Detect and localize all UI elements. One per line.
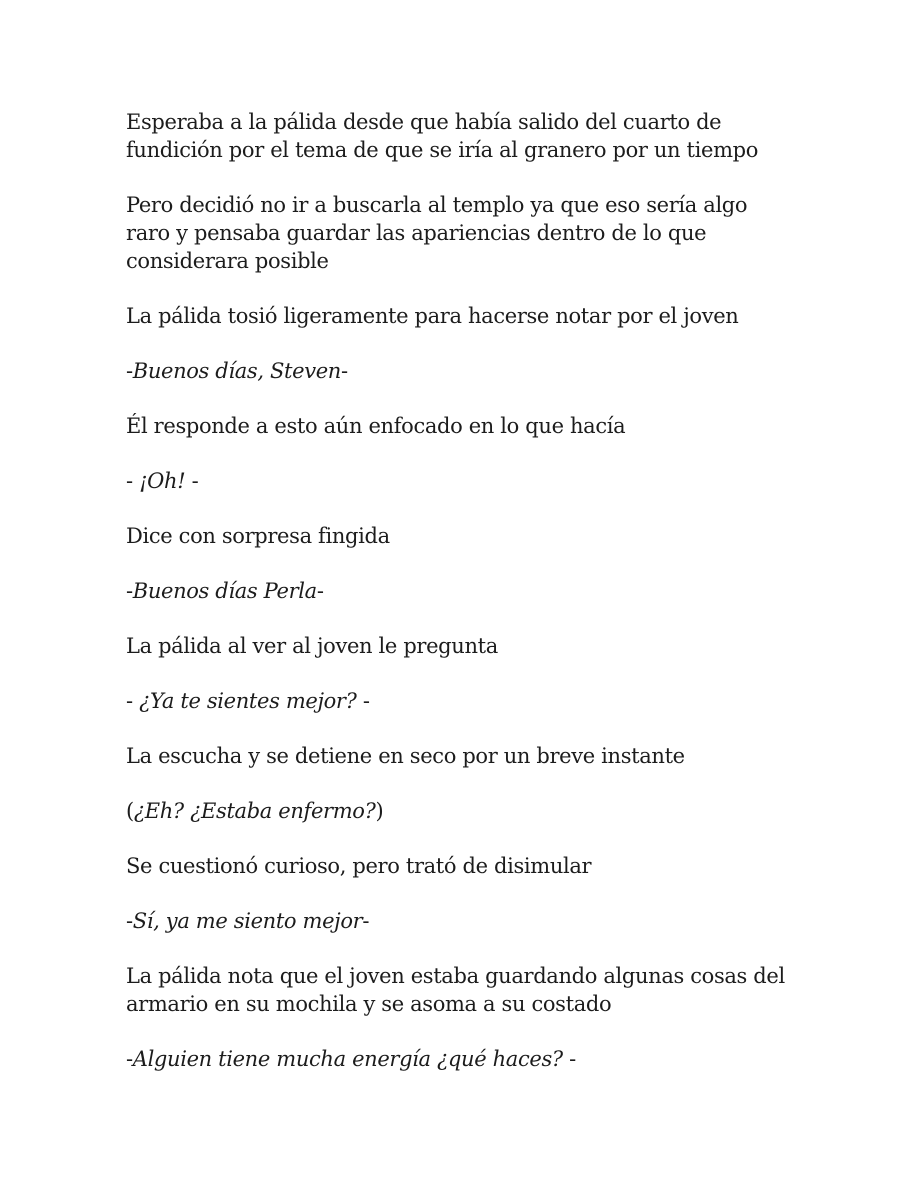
narration-paragraph: Dice con sorpresa fingida [126, 524, 390, 548]
dialogue-line [126, 357, 790, 385]
dialogue-text: Buenos días, Steven [132, 359, 341, 383]
dialogue-dash: - [126, 909, 133, 933]
dialogue-line [126, 687, 790, 715]
dialogue-dash: - [340, 359, 348, 383]
dialogue-dash: - [126, 579, 133, 603]
dialogue-dash: - [356, 689, 370, 713]
dialogue-text: Alguien tiene mucha energía ¿qué haces? [132, 1047, 563, 1071]
thought-line [126, 797, 790, 825]
dialogue-dash: - [126, 469, 140, 493]
narration-paragraph: La escucha y se detiene en seco por un breve instante [126, 744, 685, 768]
dialogue-dash: - [316, 579, 324, 603]
dialogue-text: Sí, ya me siento mejor [132, 909, 363, 933]
narration-paragraph: La pálida al ver al joven le pregunta [126, 634, 498, 658]
dialogue-dash: - [362, 909, 370, 933]
dialogue-line [126, 467, 790, 495]
dialogue-text: Buenos días Perla [132, 579, 317, 603]
dialogue-dash: - [185, 469, 199, 493]
thought-text: ¿Eh? ¿Estaba enfermo? [133, 799, 376, 823]
narration-paragraph: La pálida nota que el joven estaba guardando algunas cosas del armario en su mochila y se asoma a su costado [126, 964, 785, 1016]
thought-paren-close: ) [375, 799, 384, 823]
dialogue-text: ¡Oh! [139, 469, 186, 493]
dialogue-text: ¿Ya te sientes mejor? [139, 689, 357, 713]
dialogue-line [126, 577, 790, 605]
narration-paragraph: Esperaba a la pálida desde que había salido del cuarto de fundición por el tema de que se iría al granero por un tiempo [126, 110, 759, 162]
thought-paren-open: ( [126, 799, 134, 823]
dialogue-dash: - [126, 359, 133, 383]
dialogue-line [126, 907, 790, 935]
dialogue-dash: - [562, 1047, 576, 1071]
narration-paragraph: Pero decidió no ir a buscarla al templo ya que eso sería algo raro y pensaba guardar las apariencias dentro de lo que considerara posible [126, 193, 748, 273]
dialogue-line [126, 1045, 790, 1073]
narration-paragraph: Se cuestionó curioso, pero trató de disimular [126, 854, 592, 878]
narration-paragraph: Él responde a esto aún enfocado en lo que hacía [126, 414, 626, 438]
narration-paragraph: La pálida tosió ligeramente para hacerse notar por el joven [126, 304, 739, 328]
dialogue-dash: - [126, 1047, 133, 1071]
dialogue-dash: - [126, 689, 140, 713]
